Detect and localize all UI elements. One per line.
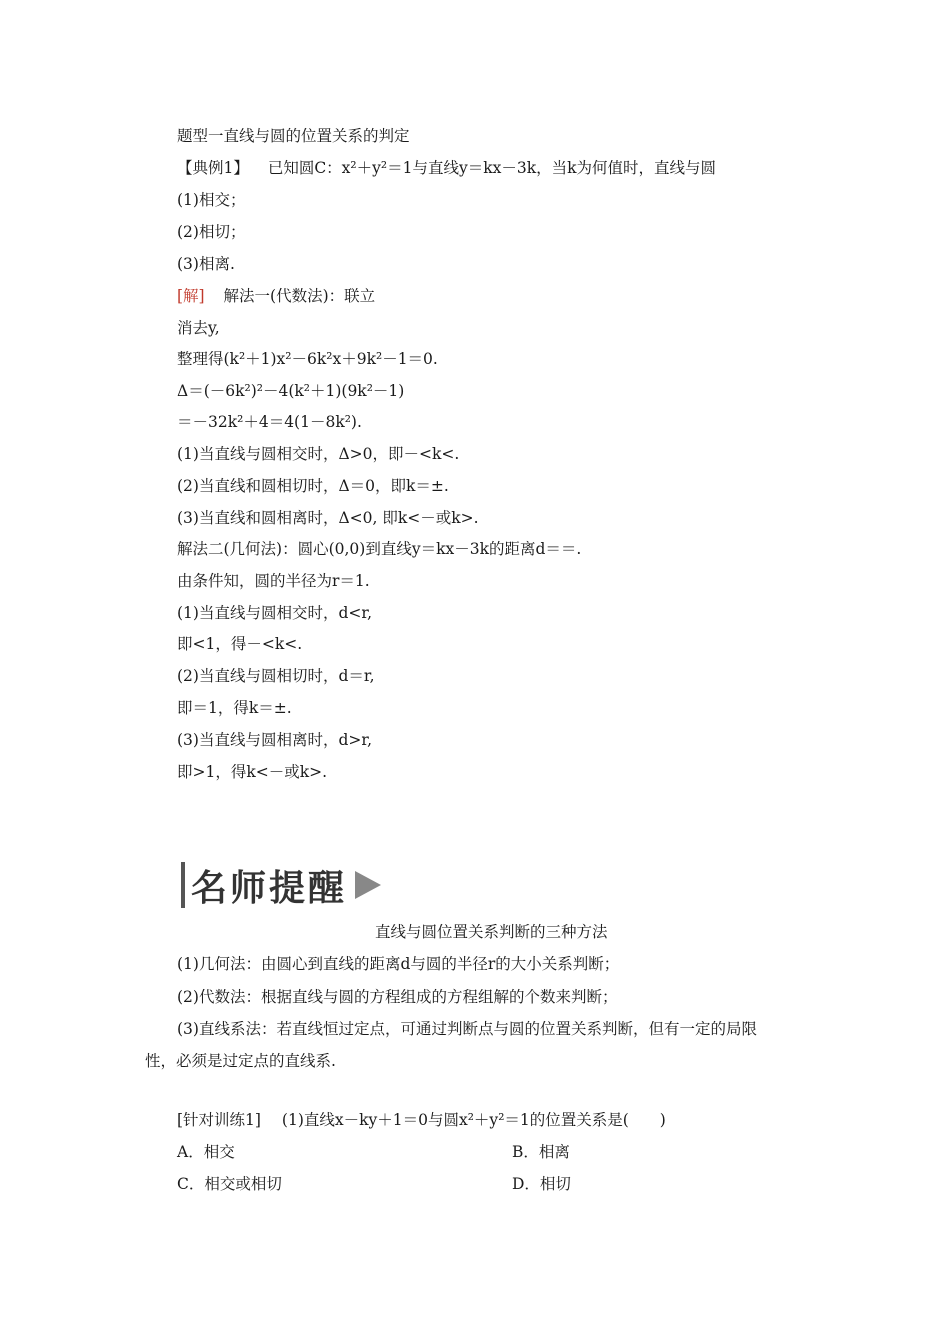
tip-continuation: 性，必须是过定点的直线系.: [145, 1052, 336, 1070]
solution-text: (1)当直线与圆相交时，d<r,: [177, 604, 372, 622]
solution-text: (3)当直线与圆相离时，d>r,: [177, 731, 372, 749]
case-item: (2)相切；: [177, 223, 246, 241]
tip-item: (1)几何法：由圆心到直线的距离d与圆的半径r的大小关系判断；: [177, 955, 620, 973]
example-line: [177, 157, 716, 179]
exercise-question: (1)直线x－ky＋1＝0与圆x²＋y²＝1的位置关系是( ): [281, 1111, 666, 1129]
section-title: 题型一直线与圆的位置关系的判定: [177, 127, 410, 145]
tips-banner: [181, 860, 381, 910]
exercise-line: [177, 1109, 666, 1131]
option-d[interactable]: D．相切: [512, 1175, 571, 1193]
tip-item: (3)直线系法：若直线恒过定点，可通过判断点与圆的位置关系判断，但有一定的局限: [177, 1020, 757, 1038]
solution-text: (2)当直线与圆相切时，d＝r,: [177, 667, 375, 685]
solution-text: 即>1，得k<－或k>.: [177, 763, 328, 781]
example-tag: 【典例1】: [177, 159, 249, 177]
option-c[interactable]: C．相交或相切: [177, 1175, 282, 1193]
tips-heading: 直线与圆位置关系判断的三种方法: [375, 923, 608, 941]
example-question: 已知圆C：x²＋y²＝1与直线y＝kx－3k，当k为何值时，直线与圆: [267, 159, 716, 177]
solution-text: Δ＝(－6k²)²－4(k²＋1)(9k²－1): [177, 382, 405, 400]
option-a[interactable]: A．相交: [177, 1143, 235, 1161]
banner-title: 名师提醒: [191, 867, 348, 909]
solution-text: (3)当直线和圆相离时，Δ<0, 即k<－或k>.: [177, 509, 479, 527]
solution-text: (2)当直线和圆相切时，Δ＝0，即k＝±.: [177, 477, 449, 495]
solution-text: 即<1，得－<k<.: [177, 635, 303, 653]
solution-text: 解法二(几何法)：圆心(0,0)到直线y＝kx－3k的距离d＝＝.: [177, 540, 582, 558]
solution-text: 即＝1，得k＝±.: [177, 699, 292, 717]
exercise-tag: [针对训练1]: [177, 1111, 261, 1129]
tip-item: (2)代数法：根据直线与圆的方程组成的方程组解的个数来判断；: [177, 988, 618, 1006]
solution-text: 整理得(k²＋1)x²－6k²x＋9k²－1＝0.: [177, 350, 438, 368]
solution-text: 解法一(代数法)：联立: [223, 287, 376, 305]
solution-line: [177, 285, 375, 307]
play-arrow-icon: [355, 871, 381, 899]
solution-text: 由条件知，圆的半径为r＝1.: [177, 572, 370, 590]
solution-text: ＝－32k²＋4＝4(1－8k²).: [177, 413, 362, 431]
solution-text: (1)当直线与圆相交时，Δ>0，即－<k<.: [177, 445, 460, 463]
option-b[interactable]: B．相离: [512, 1143, 570, 1161]
case-item: (1)相交；: [177, 191, 246, 209]
banner-bar: [181, 862, 185, 908]
case-item: (3)相离.: [177, 255, 235, 273]
solution-text: 消去y,: [177, 319, 220, 337]
solution-tag: [解]: [177, 287, 205, 305]
